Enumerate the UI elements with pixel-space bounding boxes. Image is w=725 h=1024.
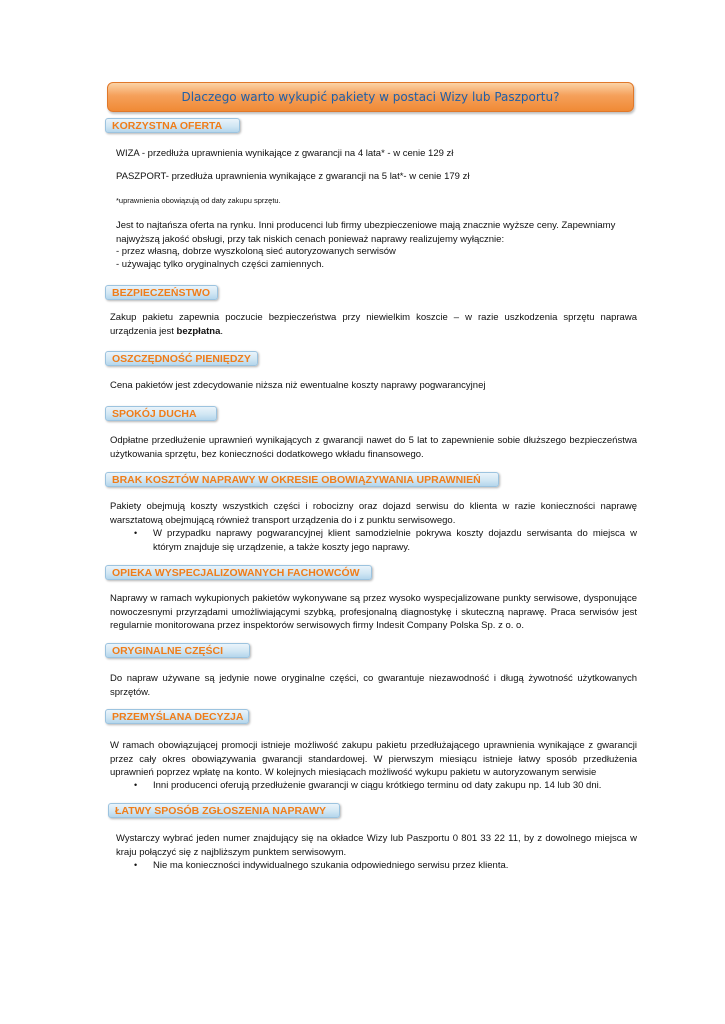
przemyslana-body: W ramach obowiązującej promocji istnieje możliwość zakupu pakietu przedłużającego uprawnienia wynikające z gwarancji przez cały okres obowiązywania gwarancji standardowej. W pierwszym miesiącu istnieje łatwy sposób przedłużenia uprawnień poprzez wpłatę na konto. W kolejnych miesiącach możliwość wykupu pakietu w autoryzowanym serwisie [110, 740, 637, 778]
spokoj-body: Odpłatne przedłużenie uprawnień wynikających z gwarancji nawet do 5 lat to zapewnienie sobie dłuższego bezpieczeństwa użytkowania sprzętu, bez konieczności dodatkowego wkładu finansowego. [110, 435, 637, 460]
latwy-bullet: • Nie ma konieczności indywidualnego szukania odpowiedniego serwisu przez klienta. [134, 860, 509, 871]
paszport-offer-text: PASZPORT- przedłuża uprawnienia wynikające z gwarancji na 5 lat*- w cenie 179 zł [116, 171, 470, 182]
section-heading-latwy-sposob: ŁATWY SPOSÓB ZGŁOSZENIA NAPRAWY [108, 803, 340, 818]
brak-kosztow-body: Pakiety obejmują koszty wszystkich części i robocizny oraz dojazd serwisu do klienta w razie konieczności naprawę warsztatową obejmującą również transport urządzenia do i z punktu serwisowego. [110, 501, 637, 526]
latwy-body: Wystarczy wybrać jeden numer znajdujący się na okładce Wizy lub Paszportu 0 801 33 22 11, by z dowolnego miejsca w kraju połączyć się z najbliższym punktem serwisowym. [116, 833, 637, 858]
przemyslana-bullet: • Inni producenci oferują przedłużenie gwarancji w ciągu krótkiego terminu od daty zakupu np. 14 lub 30 dni. [134, 780, 602, 791]
section-heading-korzystna-oferta: KORZYSTNA OFERTA [105, 118, 240, 133]
page-title: Dlaczego warto wykupić pakiety w postaci Wizy lub Paszportu? [181, 90, 560, 104]
brak-kosztow-bullet: • W przypadku naprawy pogwarancyjnej klient samodzielnie pokrywa koszty dojazdu serwisanta do miejsca w którym znajduje się urządzenie, a także koszty jego naprawy. [134, 528, 637, 553]
offer-body: Jest to najtańsza oferta na rynku. Inni producenci lub firmy ubezpieczeniowe mają znacznie wyższe ceny. Zapewniamy najwyższą jakość obsługi, przy tak niskich cenach ponieważ naprawy realizujemy wyłącznie: [116, 220, 616, 245]
offer-line-b: - używając tylko oryginalnych części zamiennych. [116, 259, 325, 270]
bullet-icon: • [134, 860, 138, 870]
opieka-body: Naprawy w ramach wykupionych pakietów wykonywane są przez wysoko wyspecjalizowane punkty serwisowe, dysponujące nowoczesnymi przyrządami umożliwiającymi szybką, profesjonalną diagnostykę i skuteczną naprawę. Praca serwisów jest regularnie monitorowana przez inspektorów serwisowych firmy Indesit Company Polska Sp. z o. o. [110, 593, 637, 631]
bullet-icon: • [134, 528, 138, 538]
oszczednosc-body: Cena pakietów jest zdecydowanie niższa niż ewentualne koszty naprawy pogwarancyjnej [110, 380, 486, 391]
section-heading-brak-kosztow: BRAK KOSZTÓW NAPRAWY W OKRESIE OBOWIĄZYWANIA UPRAWNIEŃ [105, 472, 499, 487]
oryginalne-body: Do napraw używane są jedynie nowe oryginalne części, co gwarantuje niezawodność i długą żywotność użytkowanych sprzętów. [110, 673, 637, 698]
bullet-icon: • [134, 780, 138, 790]
offer-line-a: - przez własną, dobrze wyszkoloną sieć autoryzowanych serwisów [116, 246, 396, 257]
section-heading-spokoj-ducha: SPOKÓJ DUCHA [105, 406, 217, 421]
bezpieczenstwo-body: Zakup pakietu zapewnia poczucie bezpieczeństwa przy niewielkim koszcie – w razie uszkodzenia sprzętu naprawa urządzenia jest bezpłatna. [110, 312, 637, 337]
offer-footnote: *uprawnienia obowiązują od daty zakupu sprzętu. [116, 196, 281, 205]
section-heading-bezpieczenstwo: BEZPIECZEŃSTWO [105, 285, 218, 300]
wiza-offer-text: WIZA - przedłuża uprawnienia wynikające z gwarancji na 4 lata* - w cenie 129 zł [116, 148, 454, 159]
section-heading-opieka: OPIEKA WYSPECJALIZOWANYCH FACHOWCÓW [105, 565, 372, 580]
title-banner [107, 82, 634, 112]
section-heading-oryginalne-czesci: ORYGINALNE CZĘŚCI [105, 643, 250, 658]
section-heading-przemyslana-decyzja: PRZEMYŚLANA DECYZJA [105, 709, 249, 724]
section-heading-oszczednosc: OSZCZĘDNOŚĆ PIENIĘDZY [105, 351, 258, 366]
